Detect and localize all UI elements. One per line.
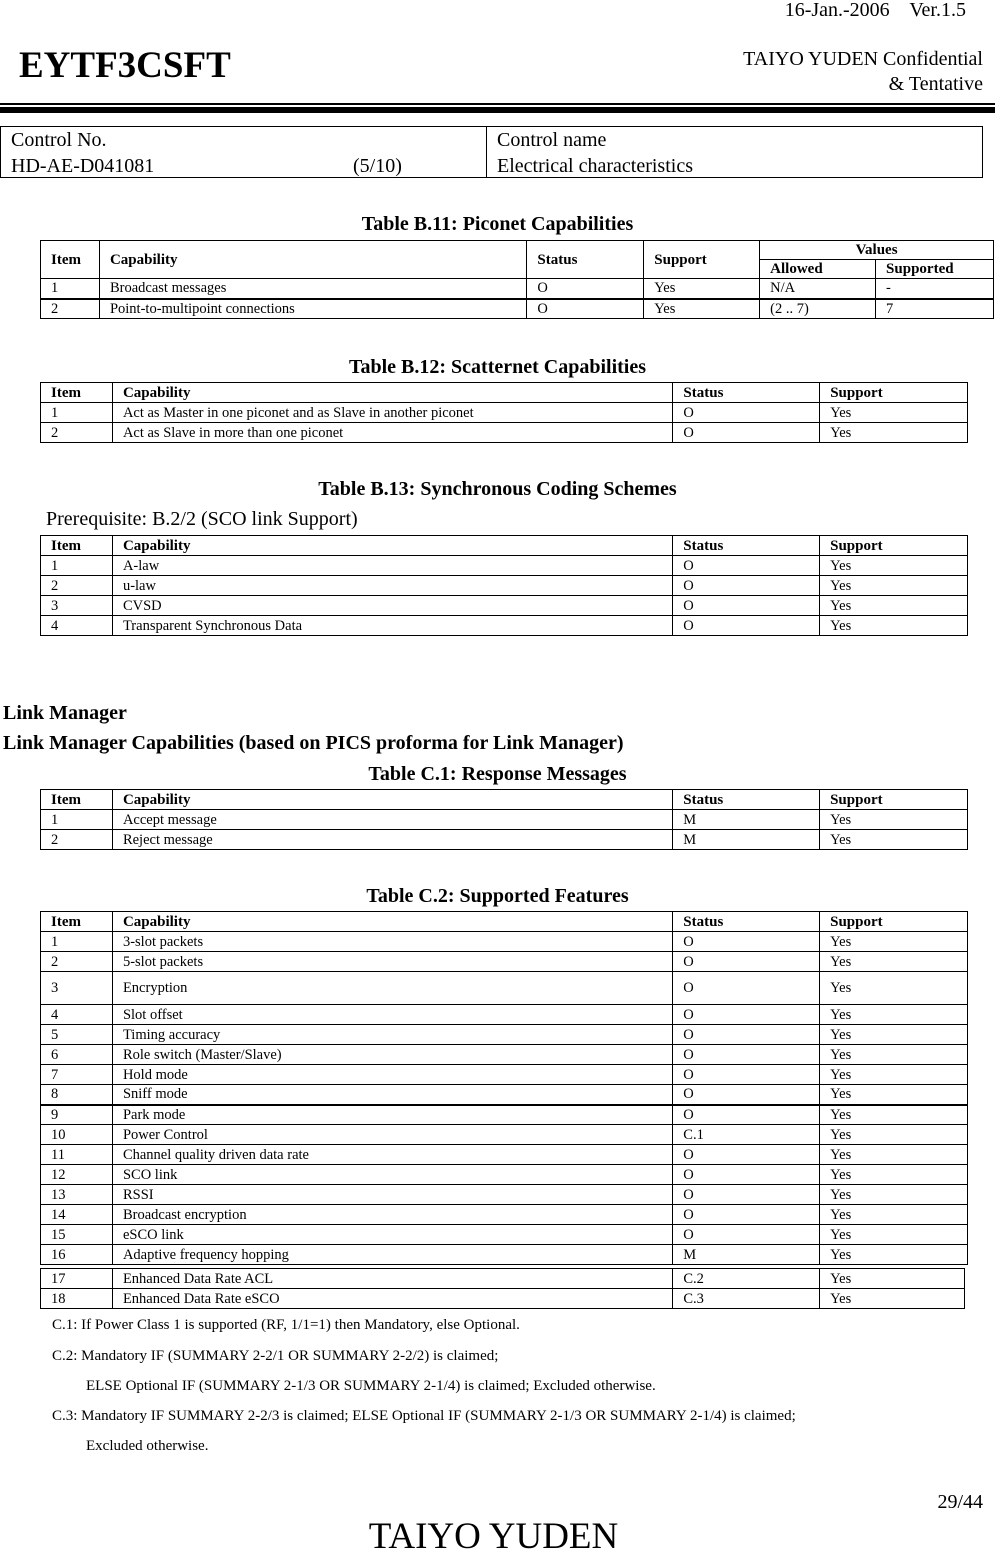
cell-item: 9	[41, 1105, 113, 1125]
control-info-box	[0, 126, 983, 178]
confidential-line-1: TAIYO YUDEN Confidential	[743, 48, 983, 70]
control-name-value: Electrical characteristics	[497, 155, 693, 177]
cell-capability: Act as Master in one piconet and as Slave in another piconet	[112, 403, 672, 423]
cell-item: 5	[41, 1025, 113, 1045]
date-version	[785, 0, 966, 20]
cell-status: O	[673, 1025, 820, 1045]
cell-item: 2	[41, 830, 113, 850]
cell-status: O	[673, 952, 820, 972]
control-name-cell	[487, 127, 982, 177]
cell-support: Yes	[820, 1205, 968, 1225]
cell-capability: Power Control	[112, 1125, 672, 1145]
table-row	[41, 932, 968, 952]
document-date: 16-Jan.-2006	[784, 0, 890, 21]
control-page: (5/10)	[353, 155, 402, 177]
cell-item: 2	[41, 423, 113, 443]
cell-support: Yes	[820, 1245, 968, 1265]
cell-capability: Act as Slave in more than one piconet	[112, 423, 672, 443]
table-row	[41, 423, 968, 443]
table-row	[41, 1289, 965, 1309]
cell-item: 17	[41, 1269, 113, 1289]
cell-support: Yes	[820, 1065, 968, 1085]
cell-capability: Enhanced Data Rate eSCO	[112, 1289, 672, 1309]
table-row	[41, 1205, 968, 1225]
table-b13-title: Table B.13: Synchronous Coding Schemes	[318, 478, 677, 500]
cell-support: Yes	[820, 1045, 968, 1065]
cell-status: O	[673, 1045, 820, 1065]
note-c1: C.1: If Power Class 1 is supported (RF, 1/1=1) then Mandatory, else Optional.	[52, 1317, 520, 1333]
header-item: Item	[41, 241, 100, 279]
cell-status: O	[527, 299, 644, 319]
header-item: Item	[41, 536, 113, 556]
table-c1	[40, 789, 968, 850]
header-support: Support	[820, 383, 968, 403]
control-number-label: Control No.	[11, 129, 107, 151]
control-name-label: Control name	[497, 129, 607, 151]
cell-status: O	[673, 576, 820, 596]
page-number: 29/44	[937, 1491, 983, 1513]
table-row	[41, 1065, 968, 1085]
header-capability: Capability	[112, 912, 672, 932]
cell-support: Yes	[820, 972, 968, 1005]
table-row	[41, 596, 968, 616]
table-row	[41, 1025, 968, 1045]
cell-status: O	[673, 616, 820, 636]
cell-allowed: N/A	[760, 279, 876, 299]
cell-status: C.3	[673, 1289, 820, 1309]
table-b12-title: Table B.12: Scatternet Capabilities	[348, 356, 647, 378]
cell-item: 12	[41, 1165, 113, 1185]
cell-support: Yes	[820, 1145, 968, 1165]
cell-item: 1	[41, 279, 100, 299]
table-c1-title: Table C.1: Response Messages	[368, 763, 627, 785]
cell-support: Yes	[820, 1105, 968, 1125]
cell-capability: Slot offset	[112, 1005, 672, 1025]
header-status: Status	[673, 383, 820, 403]
cell-item: 4	[41, 616, 113, 636]
header-status: Status	[673, 790, 820, 810]
cell-item: 1	[41, 556, 113, 576]
table-b12	[40, 382, 968, 443]
cell-capability: Broadcast encryption	[112, 1205, 672, 1225]
cell-support: Yes	[820, 403, 968, 423]
header-rule-thick	[0, 107, 995, 113]
cell-support: Yes	[820, 1005, 968, 1025]
section-subheading-link-manager-capabilities: Link Manager Capabilities (based on PICS proforma for Link Manager)	[3, 732, 624, 754]
cell-support: Yes	[820, 596, 968, 616]
cell-status: C.1	[673, 1125, 820, 1145]
cell-support: Yes	[820, 1165, 968, 1185]
cell-capability: Accept message	[112, 810, 672, 830]
header-capability: Capability	[112, 383, 672, 403]
cell-capability: eSCO link	[112, 1225, 672, 1245]
cell-support: Yes	[820, 616, 968, 636]
cell-support: Yes	[820, 810, 968, 830]
note-c3-continued: Excluded otherwise.	[86, 1438, 209, 1454]
cell-capability: Role switch (Master/Slave)	[112, 1045, 672, 1065]
cell-item: 1	[41, 810, 113, 830]
table-row	[41, 616, 968, 636]
cell-item: 15	[41, 1225, 113, 1245]
table-row	[41, 403, 968, 423]
cell-supported: 7	[876, 299, 994, 319]
cell-item: 13	[41, 1185, 113, 1205]
header-status: Status	[673, 536, 820, 556]
cell-support: Yes	[820, 576, 968, 596]
cell-status: O	[673, 1085, 820, 1105]
cell-item: 16	[41, 1245, 113, 1265]
table-c2-continuation	[40, 1268, 965, 1309]
cell-status: O	[673, 1205, 820, 1225]
cell-support: Yes	[820, 1225, 968, 1245]
cell-status: O	[673, 1105, 820, 1125]
table-row	[41, 830, 968, 850]
cell-item: 1	[41, 403, 113, 423]
cell-status: O	[527, 279, 644, 299]
table-row	[41, 1185, 968, 1205]
header-support: Support	[820, 790, 968, 810]
cell-item: 3	[41, 972, 113, 1005]
cell-status: M	[673, 810, 820, 830]
table-row	[41, 556, 968, 576]
document-version: Ver.1.5	[909, 0, 966, 21]
table-row	[41, 1245, 968, 1265]
header-status: Status	[527, 241, 644, 279]
table-row	[41, 972, 968, 1005]
cell-capability: CVSD	[112, 596, 672, 616]
cell-support: Yes	[820, 556, 968, 576]
cell-support: Yes	[820, 1269, 965, 1289]
cell-item: 7	[41, 1065, 113, 1085]
table-row	[41, 1145, 968, 1165]
cell-status: M	[673, 1245, 820, 1265]
cell-support: Yes	[820, 830, 968, 850]
cell-item: 2	[41, 576, 113, 596]
cell-status: O	[673, 1005, 820, 1025]
header-status: Status	[673, 912, 820, 932]
cell-status: O	[673, 1165, 820, 1185]
table-row	[41, 1045, 968, 1065]
document-code: EYTF3CSFT	[19, 45, 231, 86]
cell-item: 11	[41, 1145, 113, 1165]
cell-capability: Sniff mode	[112, 1085, 672, 1105]
cell-capability: Encryption	[112, 972, 672, 1005]
header-values: Values	[760, 241, 994, 260]
cell-item: 18	[41, 1289, 113, 1309]
cell-status: O	[673, 972, 820, 1005]
cell-capability: A-law	[112, 556, 672, 576]
cell-capability: 5-slot packets	[112, 952, 672, 972]
note-c2: C.2: Mandatory IF (SUMMARY 2-2/1 OR SUMMARY 2-2/2) is claimed;	[52, 1348, 499, 1364]
table-row	[41, 1225, 968, 1245]
cell-capability: u-law	[112, 576, 672, 596]
table-b11	[40, 240, 994, 319]
cell-item: 3	[41, 596, 113, 616]
header-support: Support	[644, 241, 760, 279]
table-row	[41, 952, 968, 972]
cell-status: O	[673, 1145, 820, 1165]
cell-support: Yes	[820, 932, 968, 952]
cell-capability: Hold mode	[112, 1065, 672, 1085]
cell-item: 4	[41, 1005, 113, 1025]
header-capability: Capability	[99, 241, 526, 279]
cell-status: O	[673, 1065, 820, 1085]
cell-capability: Park mode	[112, 1105, 672, 1125]
cell-status: O	[673, 556, 820, 576]
cell-status: M	[673, 830, 820, 850]
header-capability: Capability	[112, 536, 672, 556]
header-item: Item	[41, 790, 113, 810]
table-b13-prerequisite: Prerequisite: B.2/2 (SCO link Support)	[46, 508, 358, 530]
cell-capability: Channel quality driven data rate	[112, 1145, 672, 1165]
cell-capability: SCO link	[112, 1165, 672, 1185]
confidential-line-2: & Tentative	[888, 73, 983, 95]
cell-capability: Reject message	[112, 830, 672, 850]
table-row	[41, 1105, 968, 1125]
cell-status: C.2	[673, 1269, 820, 1289]
table-b11-title: Table B.11: Piconet Capabilities	[361, 213, 634, 235]
table-row	[41, 1269, 965, 1289]
cell-item: 6	[41, 1045, 113, 1065]
table-row	[41, 810, 968, 830]
footer-brand: TAIYO YUDEN	[368, 1516, 619, 1557]
confidentiality-notice	[743, 47, 983, 97]
header-support: Support	[820, 912, 968, 932]
cell-support: Yes	[820, 1025, 968, 1045]
cell-capability: Timing accuracy	[112, 1025, 672, 1045]
table-row	[41, 576, 968, 596]
header-support: Support	[820, 536, 968, 556]
section-heading-link-manager: Link Manager	[3, 702, 127, 724]
header-item: Item	[41, 912, 113, 932]
cell-item: 14	[41, 1205, 113, 1225]
cell-status: O	[673, 596, 820, 616]
table-row	[41, 1125, 968, 1145]
cell-status: O	[673, 403, 820, 423]
control-number-cell	[1, 127, 487, 177]
cell-status: O	[673, 1225, 820, 1245]
note-c3: C.3: Mandatory IF SUMMARY 2-2/3 is claimed; ELSE Optional IF (SUMMARY 2-1/3 OR SUMMARY 2-1/4) is claimed;	[52, 1408, 796, 1424]
cell-support: Yes	[820, 1085, 968, 1105]
cell-capability: Transparent Synchronous Data	[112, 616, 672, 636]
cell-capability: Point-to-multipoint connections	[99, 299, 526, 319]
cell-supported: -	[876, 279, 994, 299]
cell-status: O	[673, 932, 820, 952]
cell-status: O	[673, 423, 820, 443]
cell-item: 2	[41, 299, 100, 319]
cell-support: Yes	[820, 423, 968, 443]
table-row	[41, 1005, 968, 1025]
cell-support: Yes	[644, 299, 760, 319]
header-item: Item	[41, 383, 113, 403]
cell-capability: RSSI	[112, 1185, 672, 1205]
cell-allowed: (2 .. 7)	[760, 299, 876, 319]
cell-status: O	[673, 1185, 820, 1205]
header-capability: Capability	[112, 790, 672, 810]
table-b13	[40, 535, 968, 636]
cell-support: Yes	[820, 1289, 965, 1309]
cell-capability: Adaptive frequency hopping	[112, 1245, 672, 1265]
cell-capability: Broadcast messages	[99, 279, 526, 299]
cell-support: Yes	[820, 1185, 968, 1205]
cell-capability: Enhanced Data Rate ACL	[112, 1269, 672, 1289]
header-supported: Supported	[876, 260, 994, 279]
table-row	[41, 1165, 968, 1185]
cell-capability: 3-slot packets	[112, 932, 672, 952]
cell-support: Yes	[644, 279, 760, 299]
header-rule-thin	[0, 103, 995, 105]
table-c2	[40, 911, 968, 1265]
header-allowed: Allowed	[760, 260, 876, 279]
cell-item: 1	[41, 932, 113, 952]
table-c2-title: Table C.2: Supported Features	[366, 885, 629, 907]
cell-support: Yes	[820, 952, 968, 972]
table-row	[41, 1085, 968, 1105]
control-number-value: HD-AE-D041081	[11, 155, 155, 177]
cell-item: 8	[41, 1085, 113, 1105]
note-c2-continued: ELSE Optional IF (SUMMARY 2-1/3 OR SUMMARY 2-1/4) is claimed; Excluded otherwise.	[86, 1378, 656, 1394]
cell-support: Yes	[820, 1125, 968, 1145]
cell-item: 2	[41, 952, 113, 972]
cell-item: 10	[41, 1125, 113, 1145]
table-row	[41, 279, 994, 299]
table-row	[41, 299, 994, 319]
